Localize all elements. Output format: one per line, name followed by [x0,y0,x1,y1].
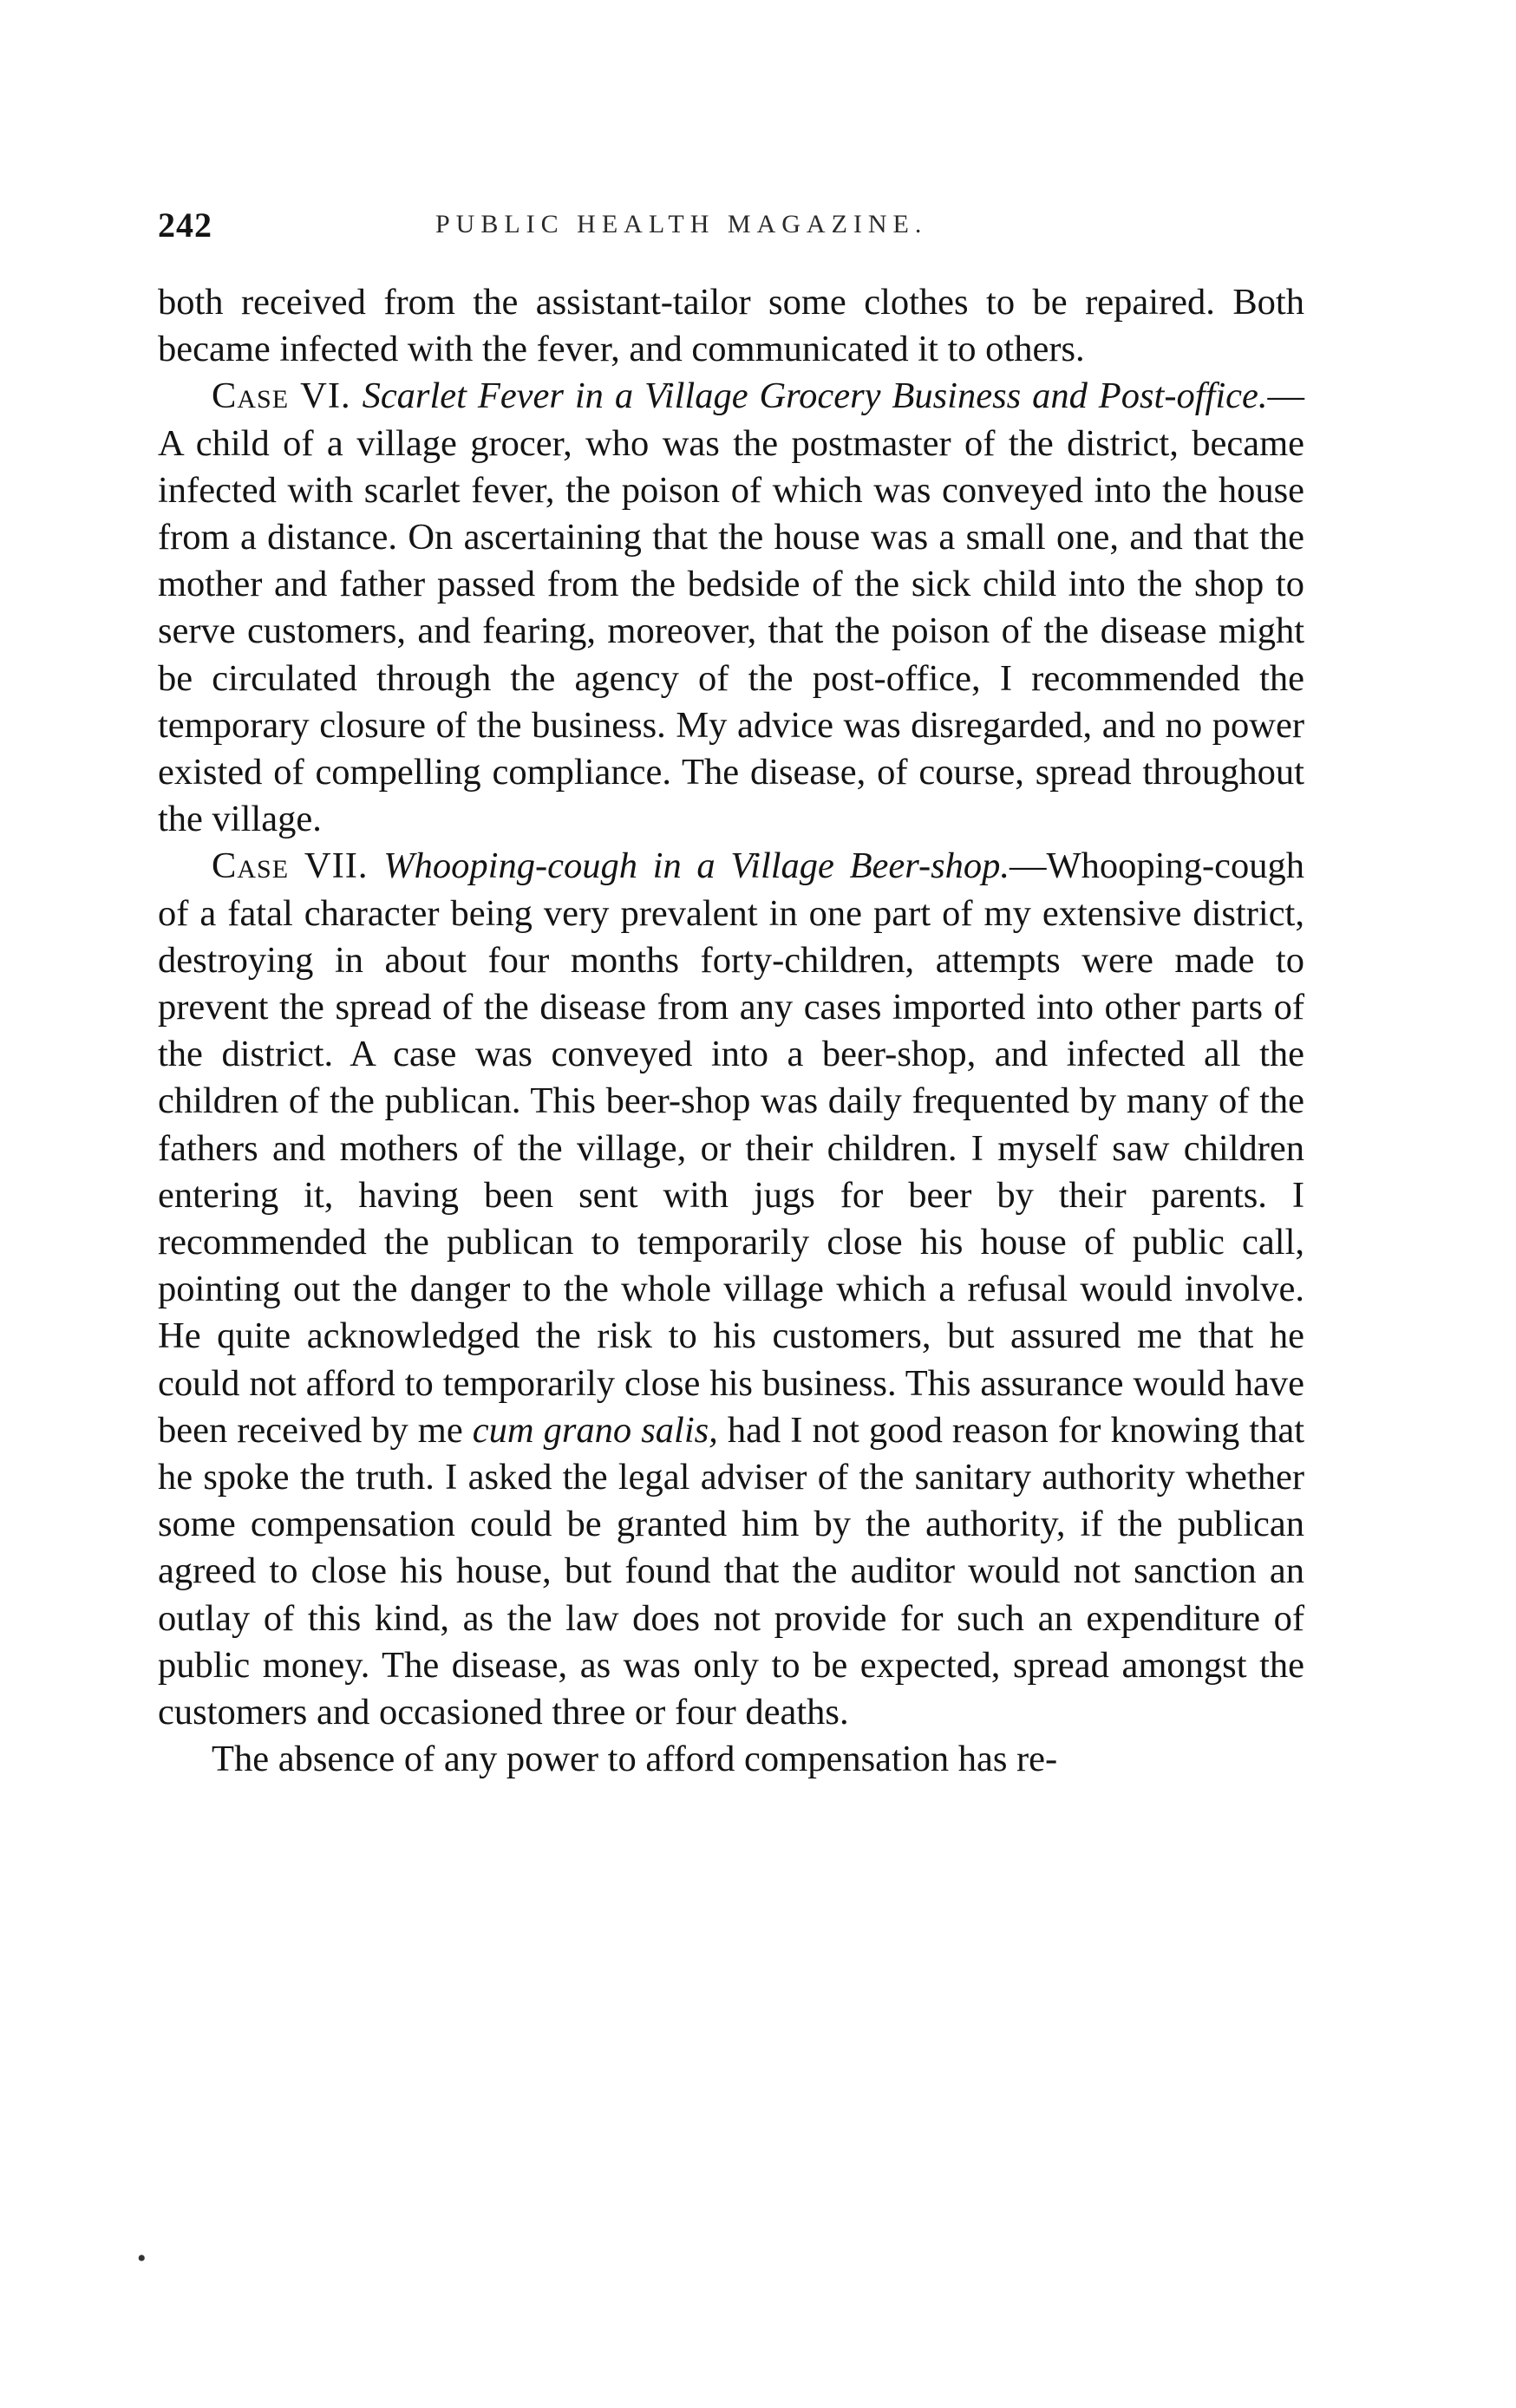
latin-phrase: cum grano salis, [472,1409,718,1451]
running-head [158,205,1304,257]
case-title: Scarlet Fever in a Village Grocery Business and Post-office. [362,375,1268,417]
paragraph-text: —A child of a village grocer, who was the postmaster of the district, became infected with scarlet fever, the poison of which was conveyed into the house from a distance. On ascertaining that the house was a small one, and that the mother and father passed from the bedside of the sick child into the shop to serve customers, and fearing, moreover, that the poison of the disease might be circulated through the agency of the post-office, I recommended the temporary closure of the business. My advice was disregarded, and no power existed of compelling compliance. The disease, of course, spread throughout the village. [158,375,1304,840]
paragraph-text: —Whooping-cough of a fatal character being very prevalent in one part of my extensive district, destroying in about four months forty-children, attempts were made to prevent the spread of the disease from any cases imported into other parts of the district. A case was conveyed into a beer-shop, and infected all the children of the publican. This beer-shop was daily frequented by many of the fathers and mothers of the village, or their children. I myself saw children entering it, having been sent with jugs for beer by their parents. I recommended the publican to temporarily close his house of public call, pointing out the danger to the whole village which a refusal would involve. He quite acknowledged the risk to his customers, but assured me that he could not afford to temporarily close his business. This assurance would have been received by me [158,845,1304,1451]
body-text [158,279,1304,1784]
paragraph-continuation [158,279,1304,373]
paragraph-text: The absence of any power to afford compensation has re- [212,1739,1058,1780]
case-title: Whooping-cough in a Village Beer-shop. [383,845,1010,887]
running-title: PUBLIC HEALTH MAGAZINE. [435,210,928,238]
paragraph-case-vii [158,843,1304,1736]
page-number: 242 [158,206,212,245]
document-page [158,205,1304,1784]
case-label: Case VI. [212,375,351,417]
paragraph-final [158,1736,1304,1783]
paragraph-text-continued: had I not good reason for knowing that he spoke the truth. I asked the legal adviser of the sanitary authority whether some compensation could be granted him by the authority, if the publican agreed to close his house, but found that the auditor would not sanction an outlay of this kind, as the law does not provide for such an expenditure of public money. The disease, as was only to be expected, spread amongst the customers and occasioned three or four deaths. [158,1409,1305,1733]
paragraph-case-vi [158,373,1304,843]
margin-mark: • [137,2244,147,2273]
paragraph-text: both received from the assistant-tailor some clothes to be repaired. Both became infected with the fever, and communicated it to others. [158,282,1304,370]
case-label: Case VII. [212,845,369,887]
